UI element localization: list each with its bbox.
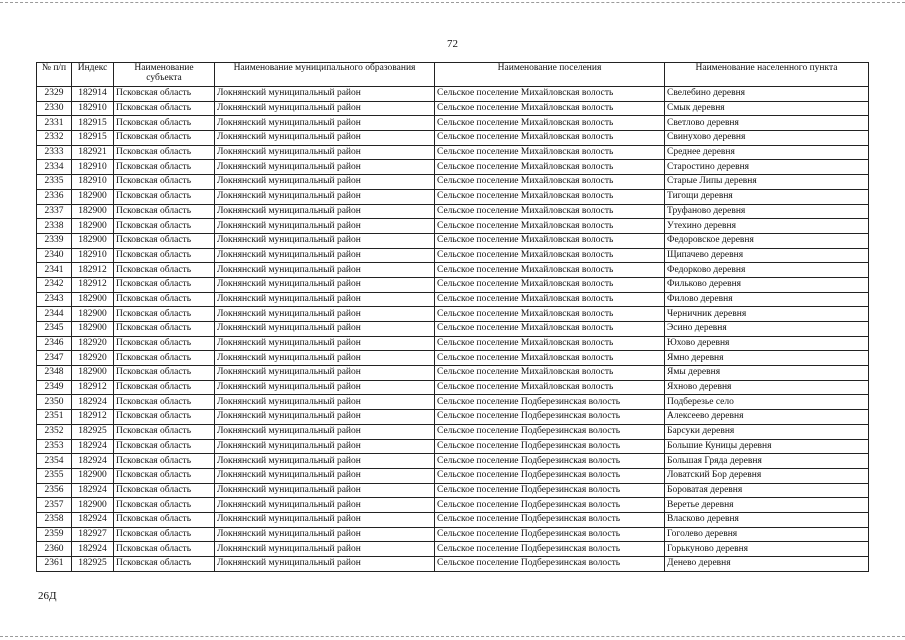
cell-municipality: Локнянский муниципальный район	[215, 307, 435, 322]
cell-settlement: Сельское поселение Михайловская волость	[435, 189, 665, 204]
cell-number: 2336	[37, 189, 72, 204]
cell-index: 182925	[72, 557, 114, 572]
header-municipality: Наименование муниципального образования	[215, 63, 435, 87]
cell-index: 182910	[72, 101, 114, 116]
cell-municipality: Локнянский муниципальный район	[215, 248, 435, 263]
table-row	[37, 336, 869, 351]
cell-number: 2335	[37, 175, 72, 190]
header-locality: Наименование населенного пункта	[665, 63, 869, 87]
table-row	[37, 277, 869, 292]
cell-locality: Тигощи деревня	[665, 189, 869, 204]
cell-subject: Псковская область	[114, 527, 215, 542]
cell-number: 2353	[37, 439, 72, 454]
cell-locality: Яхново деревня	[665, 380, 869, 395]
cell-index: 182900	[72, 307, 114, 322]
header-subject: Наименование субъекта	[114, 63, 215, 87]
cell-settlement: Сельское поселение Михайловская волость	[435, 366, 665, 381]
cell-subject: Псковская область	[114, 263, 215, 278]
cell-index: 182900	[72, 468, 114, 483]
cell-locality: Веретье деревня	[665, 498, 869, 513]
cell-locality: Ямно деревня	[665, 351, 869, 366]
cell-number: 2354	[37, 454, 72, 469]
cell-subject: Псковская область	[114, 366, 215, 381]
cell-number: 2357	[37, 498, 72, 513]
table-row	[37, 248, 869, 263]
cell-number: 2343	[37, 292, 72, 307]
cell-index: 182924	[72, 542, 114, 557]
cell-settlement: Сельское поселение Подберезинская волость	[435, 410, 665, 425]
cell-settlement: Сельское поселение Михайловская волость	[435, 219, 665, 234]
cell-number: 2355	[37, 468, 72, 483]
cell-index: 182900	[72, 322, 114, 337]
table-row	[37, 439, 869, 454]
cell-subject: Псковская область	[114, 292, 215, 307]
cell-index: 182924	[72, 454, 114, 469]
cell-locality: Черничник деревня	[665, 307, 869, 322]
table-row	[37, 366, 869, 381]
cell-locality: Власково деревня	[665, 512, 869, 527]
cell-subject: Псковская область	[114, 351, 215, 366]
table-row	[37, 322, 869, 337]
cell-index: 182920	[72, 351, 114, 366]
cell-municipality: Локнянский муниципальный район	[215, 263, 435, 278]
table-row	[37, 292, 869, 307]
cell-subject: Псковская область	[114, 233, 215, 248]
cell-settlement: Сельское поселение Подберезинская волость	[435, 468, 665, 483]
cell-settlement: Сельское поселение Михайловская волость	[435, 233, 665, 248]
cell-number: 2348	[37, 366, 72, 381]
cell-settlement: Сельское поселение Михайловская волость	[435, 380, 665, 395]
cell-subject: Псковская область	[114, 542, 215, 557]
cell-municipality: Локнянский муниципальный район	[215, 424, 435, 439]
table-row	[37, 380, 869, 395]
table-row	[37, 175, 869, 190]
table-row	[37, 468, 869, 483]
cell-subject: Псковская область	[114, 410, 215, 425]
table-row	[37, 116, 869, 131]
cell-number: 2360	[37, 542, 72, 557]
cell-subject: Псковская область	[114, 87, 215, 102]
table-row	[37, 145, 869, 160]
cell-subject: Псковская область	[114, 219, 215, 234]
settlements-table	[36, 62, 869, 572]
cell-index: 182927	[72, 527, 114, 542]
cell-settlement: Сельское поселение Михайловская волость	[435, 277, 665, 292]
cell-locality: Федорково деревня	[665, 263, 869, 278]
cell-locality: Филово деревня	[665, 292, 869, 307]
cell-index: 182915	[72, 131, 114, 146]
cell-municipality: Локнянский муниципальный район	[215, 189, 435, 204]
cell-number: 2331	[37, 116, 72, 131]
cell-subject: Псковская область	[114, 557, 215, 572]
cell-settlement: Сельское поселение Михайловская волость	[435, 87, 665, 102]
cell-settlement: Сельское поселение Подберезинская волость	[435, 557, 665, 572]
cell-index: 182924	[72, 439, 114, 454]
table-row	[37, 204, 869, 219]
cell-municipality: Локнянский муниципальный район	[215, 380, 435, 395]
cell-index: 182912	[72, 380, 114, 395]
bottom-scan-rule	[0, 636, 905, 637]
table-row	[37, 454, 869, 469]
cell-subject: Псковская область	[114, 454, 215, 469]
cell-index: 182900	[72, 366, 114, 381]
cell-index: 182900	[72, 189, 114, 204]
table-row	[37, 498, 869, 513]
cell-subject: Псковская область	[114, 424, 215, 439]
cell-number: 2358	[37, 512, 72, 527]
table-row	[37, 395, 869, 410]
cell-settlement: Сельское поселение Михайловская волость	[435, 292, 665, 307]
cell-settlement: Сельское поселение Михайловская волость	[435, 145, 665, 160]
cell-subject: Псковская область	[114, 395, 215, 410]
table-row	[37, 160, 869, 175]
cell-locality: Труфаново деревня	[665, 204, 869, 219]
cell-settlement: Сельское поселение Михайловская волость	[435, 248, 665, 263]
cell-locality: Утехино деревня	[665, 219, 869, 234]
cell-locality: Алексеево деревня	[665, 410, 869, 425]
cell-locality: Старые Липы деревня	[665, 175, 869, 190]
cell-locality: Подберезье село	[665, 395, 869, 410]
cell-municipality: Локнянский муниципальный район	[215, 366, 435, 381]
table-row	[37, 424, 869, 439]
header-index: Индекс	[72, 63, 114, 87]
cell-locality: Смык деревня	[665, 101, 869, 116]
cell-index: 182925	[72, 424, 114, 439]
table-row	[37, 557, 869, 572]
cell-settlement: Сельское поселение Михайловская волость	[435, 160, 665, 175]
cell-locality: Барсуки деревня	[665, 424, 869, 439]
cell-subject: Псковская область	[114, 248, 215, 263]
cell-subject: Псковская область	[114, 145, 215, 160]
cell-locality: Свелебино деревня	[665, 87, 869, 102]
cell-locality: Большая Гряда деревня	[665, 454, 869, 469]
cell-municipality: Локнянский муниципальный район	[215, 87, 435, 102]
cell-settlement: Сельское поселение Подберезинская волость	[435, 483, 665, 498]
cell-index: 182910	[72, 175, 114, 190]
cell-municipality: Локнянский муниципальный район	[215, 395, 435, 410]
cell-number: 2333	[37, 145, 72, 160]
cell-number: 2338	[37, 219, 72, 234]
table-row	[37, 351, 869, 366]
cell-settlement: Сельское поселение Подберезинская волость	[435, 454, 665, 469]
cell-locality: Ямы деревня	[665, 366, 869, 381]
cell-settlement: Сельское поселение Подберезинская волость	[435, 498, 665, 513]
table-body	[37, 87, 869, 572]
cell-municipality: Локнянский муниципальный район	[215, 439, 435, 454]
cell-index: 182910	[72, 248, 114, 263]
cell-number: 2359	[37, 527, 72, 542]
cell-subject: Псковская область	[114, 512, 215, 527]
cell-municipality: Локнянский муниципальный район	[215, 542, 435, 557]
cell-subject: Псковская область	[114, 439, 215, 454]
cell-municipality: Локнянский муниципальный район	[215, 292, 435, 307]
cell-locality: Большие Куницы деревня	[665, 439, 869, 454]
header-number: № п/п	[37, 63, 72, 87]
page-number: 72	[447, 38, 458, 50]
cell-number: 2347	[37, 351, 72, 366]
cell-settlement: Сельское поселение Михайловская волость	[435, 336, 665, 351]
cell-subject: Псковская область	[114, 380, 215, 395]
cell-index: 182910	[72, 160, 114, 175]
cell-settlement: Сельское поселение Михайловская волость	[435, 116, 665, 131]
cell-settlement: Сельское поселение Подберезинская волость	[435, 527, 665, 542]
cell-locality: Юхово деревня	[665, 336, 869, 351]
cell-municipality: Локнянский муниципальный район	[215, 454, 435, 469]
cell-index: 182924	[72, 395, 114, 410]
header-settlement: Наименование поселения	[435, 63, 665, 87]
cell-settlement: Сельское поселение Михайловская волость	[435, 263, 665, 278]
table-row	[37, 219, 869, 234]
cell-municipality: Локнянский муниципальный район	[215, 498, 435, 513]
cell-index: 182924	[72, 512, 114, 527]
cell-index: 182900	[72, 292, 114, 307]
cell-locality: Фильково деревня	[665, 277, 869, 292]
cell-number: 2332	[37, 131, 72, 146]
cell-locality: Горькуново деревня	[665, 542, 869, 557]
cell-number: 2341	[37, 263, 72, 278]
cell-settlement: Сельское поселение Михайловская волость	[435, 307, 665, 322]
cell-municipality: Локнянский муниципальный район	[215, 204, 435, 219]
cell-index: 182915	[72, 116, 114, 131]
table-row	[37, 189, 869, 204]
cell-municipality: Локнянский муниципальный район	[215, 160, 435, 175]
cell-locality: Среднее деревня	[665, 145, 869, 160]
cell-number: 2349	[37, 380, 72, 395]
cell-locality: Светлово деревня	[665, 116, 869, 131]
cell-municipality: Локнянский муниципальный район	[215, 145, 435, 160]
cell-locality: Эсино деревня	[665, 322, 869, 337]
cell-number: 2342	[37, 277, 72, 292]
cell-number: 2334	[37, 160, 72, 175]
cell-locality: Бороватая деревня	[665, 483, 869, 498]
cell-number: 2345	[37, 322, 72, 337]
cell-subject: Псковская область	[114, 307, 215, 322]
table-row	[37, 233, 869, 248]
cell-index: 182900	[72, 233, 114, 248]
table-row	[37, 527, 869, 542]
cell-subject: Псковская область	[114, 131, 215, 146]
cell-settlement: Сельское поселение Подберезинская волость	[435, 395, 665, 410]
cell-subject: Псковская область	[114, 336, 215, 351]
cell-locality: Денево деревня	[665, 557, 869, 572]
cell-settlement: Сельское поселение Подберезинская волость	[435, 424, 665, 439]
cell-number: 2350	[37, 395, 72, 410]
cell-municipality: Локнянский муниципальный район	[215, 322, 435, 337]
cell-number: 2356	[37, 483, 72, 498]
cell-locality: Старостино деревня	[665, 160, 869, 175]
table-row	[37, 307, 869, 322]
cell-index: 182900	[72, 498, 114, 513]
cell-number: 2346	[37, 336, 72, 351]
cell-index: 182912	[72, 263, 114, 278]
cell-settlement: Сельское поселение Михайловская волость	[435, 131, 665, 146]
table-row	[37, 512, 869, 527]
cell-index: 182912	[72, 277, 114, 292]
cell-subject: Псковская область	[114, 175, 215, 190]
cell-index: 182921	[72, 145, 114, 160]
cell-subject: Псковская область	[114, 116, 215, 131]
table-row	[37, 542, 869, 557]
cell-settlement: Сельское поселение Подберезинская волость	[435, 512, 665, 527]
cell-locality: Гоголево деревня	[665, 527, 869, 542]
table-row	[37, 87, 869, 102]
cell-number: 2351	[37, 410, 72, 425]
cell-settlement: Сельское поселение Михайловская волость	[435, 322, 665, 337]
cell-subject: Псковская область	[114, 277, 215, 292]
cell-municipality: Локнянский муниципальный район	[215, 468, 435, 483]
cell-locality: Щипачево деревня	[665, 248, 869, 263]
cell-subject: Псковская область	[114, 204, 215, 219]
cell-index: 182900	[72, 219, 114, 234]
cell-subject: Псковская область	[114, 322, 215, 337]
table-row	[37, 101, 869, 116]
table-row	[37, 410, 869, 425]
table-row	[37, 131, 869, 146]
cell-settlement: Сельское поселение Михайловская волость	[435, 351, 665, 366]
cell-subject: Псковская область	[114, 498, 215, 513]
cell-settlement: Сельское поселение Михайловская волость	[435, 101, 665, 116]
cell-municipality: Локнянский муниципальный район	[215, 410, 435, 425]
cell-municipality: Локнянский муниципальный район	[215, 336, 435, 351]
cell-number: 2340	[37, 248, 72, 263]
cell-municipality: Локнянский муниципальный район	[215, 512, 435, 527]
cell-locality: Ловатский Бор деревня	[665, 468, 869, 483]
cell-index: 182914	[72, 87, 114, 102]
cell-number: 2361	[37, 557, 72, 572]
cell-subject: Псковская область	[114, 189, 215, 204]
cell-index: 182900	[72, 204, 114, 219]
cell-municipality: Локнянский муниципальный район	[215, 233, 435, 248]
cell-municipality: Локнянский муниципальный район	[215, 101, 435, 116]
cell-municipality: Локнянский муниципальный район	[215, 131, 435, 146]
cell-settlement: Сельское поселение Подберезинская волость	[435, 439, 665, 454]
cell-municipality: Локнянский муниципальный район	[215, 557, 435, 572]
cell-number: 2329	[37, 87, 72, 102]
cell-subject: Псковская область	[114, 101, 215, 116]
cell-number: 2344	[37, 307, 72, 322]
cell-subject: Псковская область	[114, 160, 215, 175]
cell-locality: Федоровское деревня	[665, 233, 869, 248]
cell-index: 182924	[72, 483, 114, 498]
cell-settlement: Сельское поселение Михайловская волость	[435, 175, 665, 190]
cell-number: 2337	[37, 204, 72, 219]
cell-number: 2352	[37, 424, 72, 439]
cell-index: 182912	[72, 410, 114, 425]
cell-locality: Свинухово деревня	[665, 131, 869, 146]
top-scan-rule	[0, 2, 905, 3]
cell-number: 2330	[37, 101, 72, 116]
cell-subject: Псковская область	[114, 468, 215, 483]
cell-municipality: Локнянский муниципальный район	[215, 527, 435, 542]
cell-municipality: Локнянский муниципальный район	[215, 351, 435, 366]
table-row	[37, 263, 869, 278]
cell-municipality: Локнянский муниципальный район	[215, 219, 435, 234]
cell-municipality: Локнянский муниципальный район	[215, 483, 435, 498]
document-code: 26Д	[38, 590, 57, 602]
cell-municipality: Локнянский муниципальный район	[215, 277, 435, 292]
cell-municipality: Локнянский муниципальный район	[215, 175, 435, 190]
cell-number: 2339	[37, 233, 72, 248]
table-row	[37, 483, 869, 498]
cell-index: 182920	[72, 336, 114, 351]
table-header-row	[37, 63, 869, 87]
cell-municipality: Локнянский муниципальный район	[215, 116, 435, 131]
cell-subject: Псковская область	[114, 483, 215, 498]
cell-settlement: Сельское поселение Михайловская волость	[435, 204, 665, 219]
cell-settlement: Сельское поселение Подберезинская волость	[435, 542, 665, 557]
